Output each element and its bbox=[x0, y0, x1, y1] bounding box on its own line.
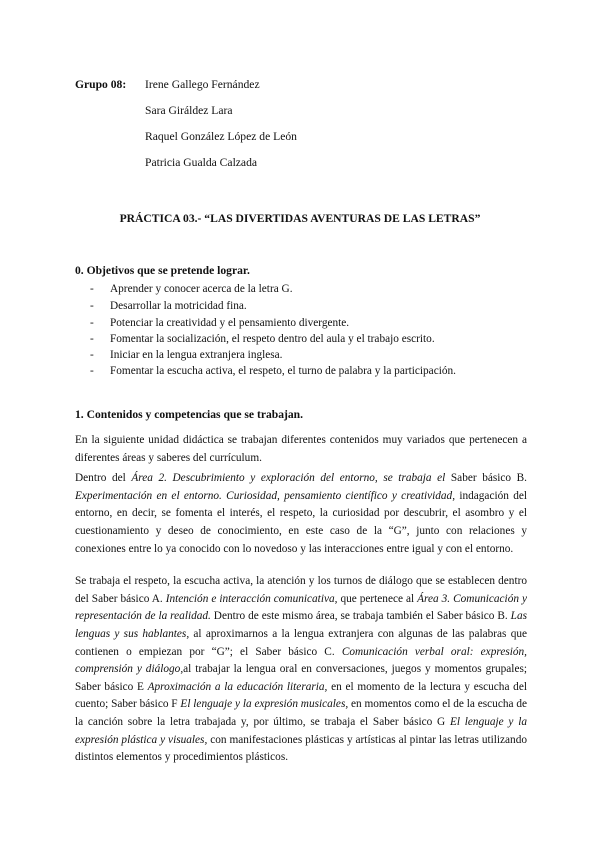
bullet-marker: - bbox=[90, 300, 94, 312]
emphasis-text: Comunicación verbal oral: expresión, comprensión y diálogo, bbox=[75, 645, 527, 676]
list-item-text: Aprender y conocer acerca de la letra G. bbox=[110, 283, 293, 295]
emphasis-text: Experimentación en el entorno. Curiosidad, pensamiento científico y creatividad, bbox=[75, 489, 456, 502]
bullet-marker: - bbox=[90, 333, 94, 345]
paragraph-text: Saber básico B. bbox=[445, 472, 527, 485]
group-member: Irene Gallego Fernández bbox=[145, 78, 260, 91]
list-item-text: Fomentar la escucha activa, el respeto, el turno de palabra y la participación. bbox=[110, 365, 456, 377]
list-item-text: Iniciar en la lengua extranjera inglesa. bbox=[110, 349, 283, 361]
emphasis-text: Las lenguas y sus hablantes, bbox=[75, 610, 527, 641]
emphasis-text: Área 3. Comunicación y representación de la realidad. bbox=[75, 592, 527, 623]
paragraph bbox=[75, 470, 527, 558]
emphasis-text: El lenguaje y la expresión musicales, bbox=[180, 698, 349, 711]
bullet-marker: - bbox=[90, 349, 94, 361]
list-item-text: Fomentar la socialización, el respeto dentro del aula y el trabajo escrito. bbox=[110, 333, 435, 345]
group-label: Grupo 08: bbox=[75, 78, 127, 91]
emphasis-text: Área 2. Descubrimiento y exploración del entorno, se trabaja el bbox=[131, 472, 446, 485]
emphasis-text: El lenguaje y la expresión plástica y visuales, bbox=[75, 716, 527, 746]
paragraph bbox=[75, 573, 527, 767]
bullet-marker: - bbox=[90, 317, 94, 329]
group-member: Raquel González López de León bbox=[145, 130, 297, 143]
paragraph-text: Dentro del bbox=[75, 472, 132, 485]
list-item-text: Desarrollar la motricidad fina. bbox=[110, 300, 247, 312]
emphasis-text: Aproximación a la educación literaria, bbox=[147, 680, 328, 693]
group-member: Patricia Gualda Calzada bbox=[145, 156, 258, 169]
group-member: Sara Giráldez Lara bbox=[145, 104, 233, 117]
section0-heading: 0. Objetivos que se pretende lograr. bbox=[75, 264, 250, 277]
paragraph-text: En la siguiente unidad didáctica se trabajan diferentes contenidos muy variados que pertenecen a diferentes áreas y saberes del currículum. bbox=[75, 434, 527, 464]
paragraph-text: al trabajar la lengua oral en conversaciones, juegos y momentos grupales; Saber básico E bbox=[75, 663, 527, 693]
paragraph-text: en momentos como el de la escucha de la canción sobre la letra trabajada y, por último, se trabaja el Saber básico G bbox=[75, 698, 527, 729]
paragraph-text: en el momento de la lectura y escucha del cuento; Saber básico F bbox=[75, 680, 527, 711]
paragraph-text: indagación del entorno, en decir, se fomenta el interés, el respeto, la curiosidad por descubrir, el asombro y el cuestionamiento y deseo de conocimiento, en este caso de la “G”, junto con relaciones y conexiones entre lo ya conocido con lo novedoso y las interacciones entre igual y con el entorno. bbox=[75, 489, 527, 555]
paragraph-text: al aproximarnos a la lengua extranjera con algunas de las palabras que contienen o empiezan por “G”; el Saber básico C. bbox=[75, 628, 528, 658]
section1-heading: 1. Contenidos y competencias que se trabajan. bbox=[75, 408, 304, 421]
paragraph-text: Se trabaja el respeto, la escucha activa, la atención y los turnos de diálogo que se establecen dentro del Saber básico A. bbox=[75, 575, 527, 605]
paragraph-text: con manifestaciones plásticas y artísticas al pintar las letras utilizando distintos elementos y procedimientos plásticos. bbox=[75, 733, 527, 764]
paragraph-text: Dentro de este mismo área, se trabaja también el Saber básico B. bbox=[210, 610, 511, 623]
list-item-text: Potenciar la creatividad y el pensamiento divergente. bbox=[110, 317, 350, 329]
bullet-marker: - bbox=[90, 283, 94, 295]
paragraph-text: que pertenece al bbox=[337, 592, 418, 605]
practice-title: PRÁCTICA 03.- “LAS DIVERTIDAS AVENTURAS DE LAS LETRAS” bbox=[119, 212, 481, 225]
emphasis-text: Intención e interacción comunicativa, bbox=[165, 592, 338, 605]
bullet-marker: - bbox=[90, 365, 94, 377]
paragraph bbox=[75, 432, 527, 467]
